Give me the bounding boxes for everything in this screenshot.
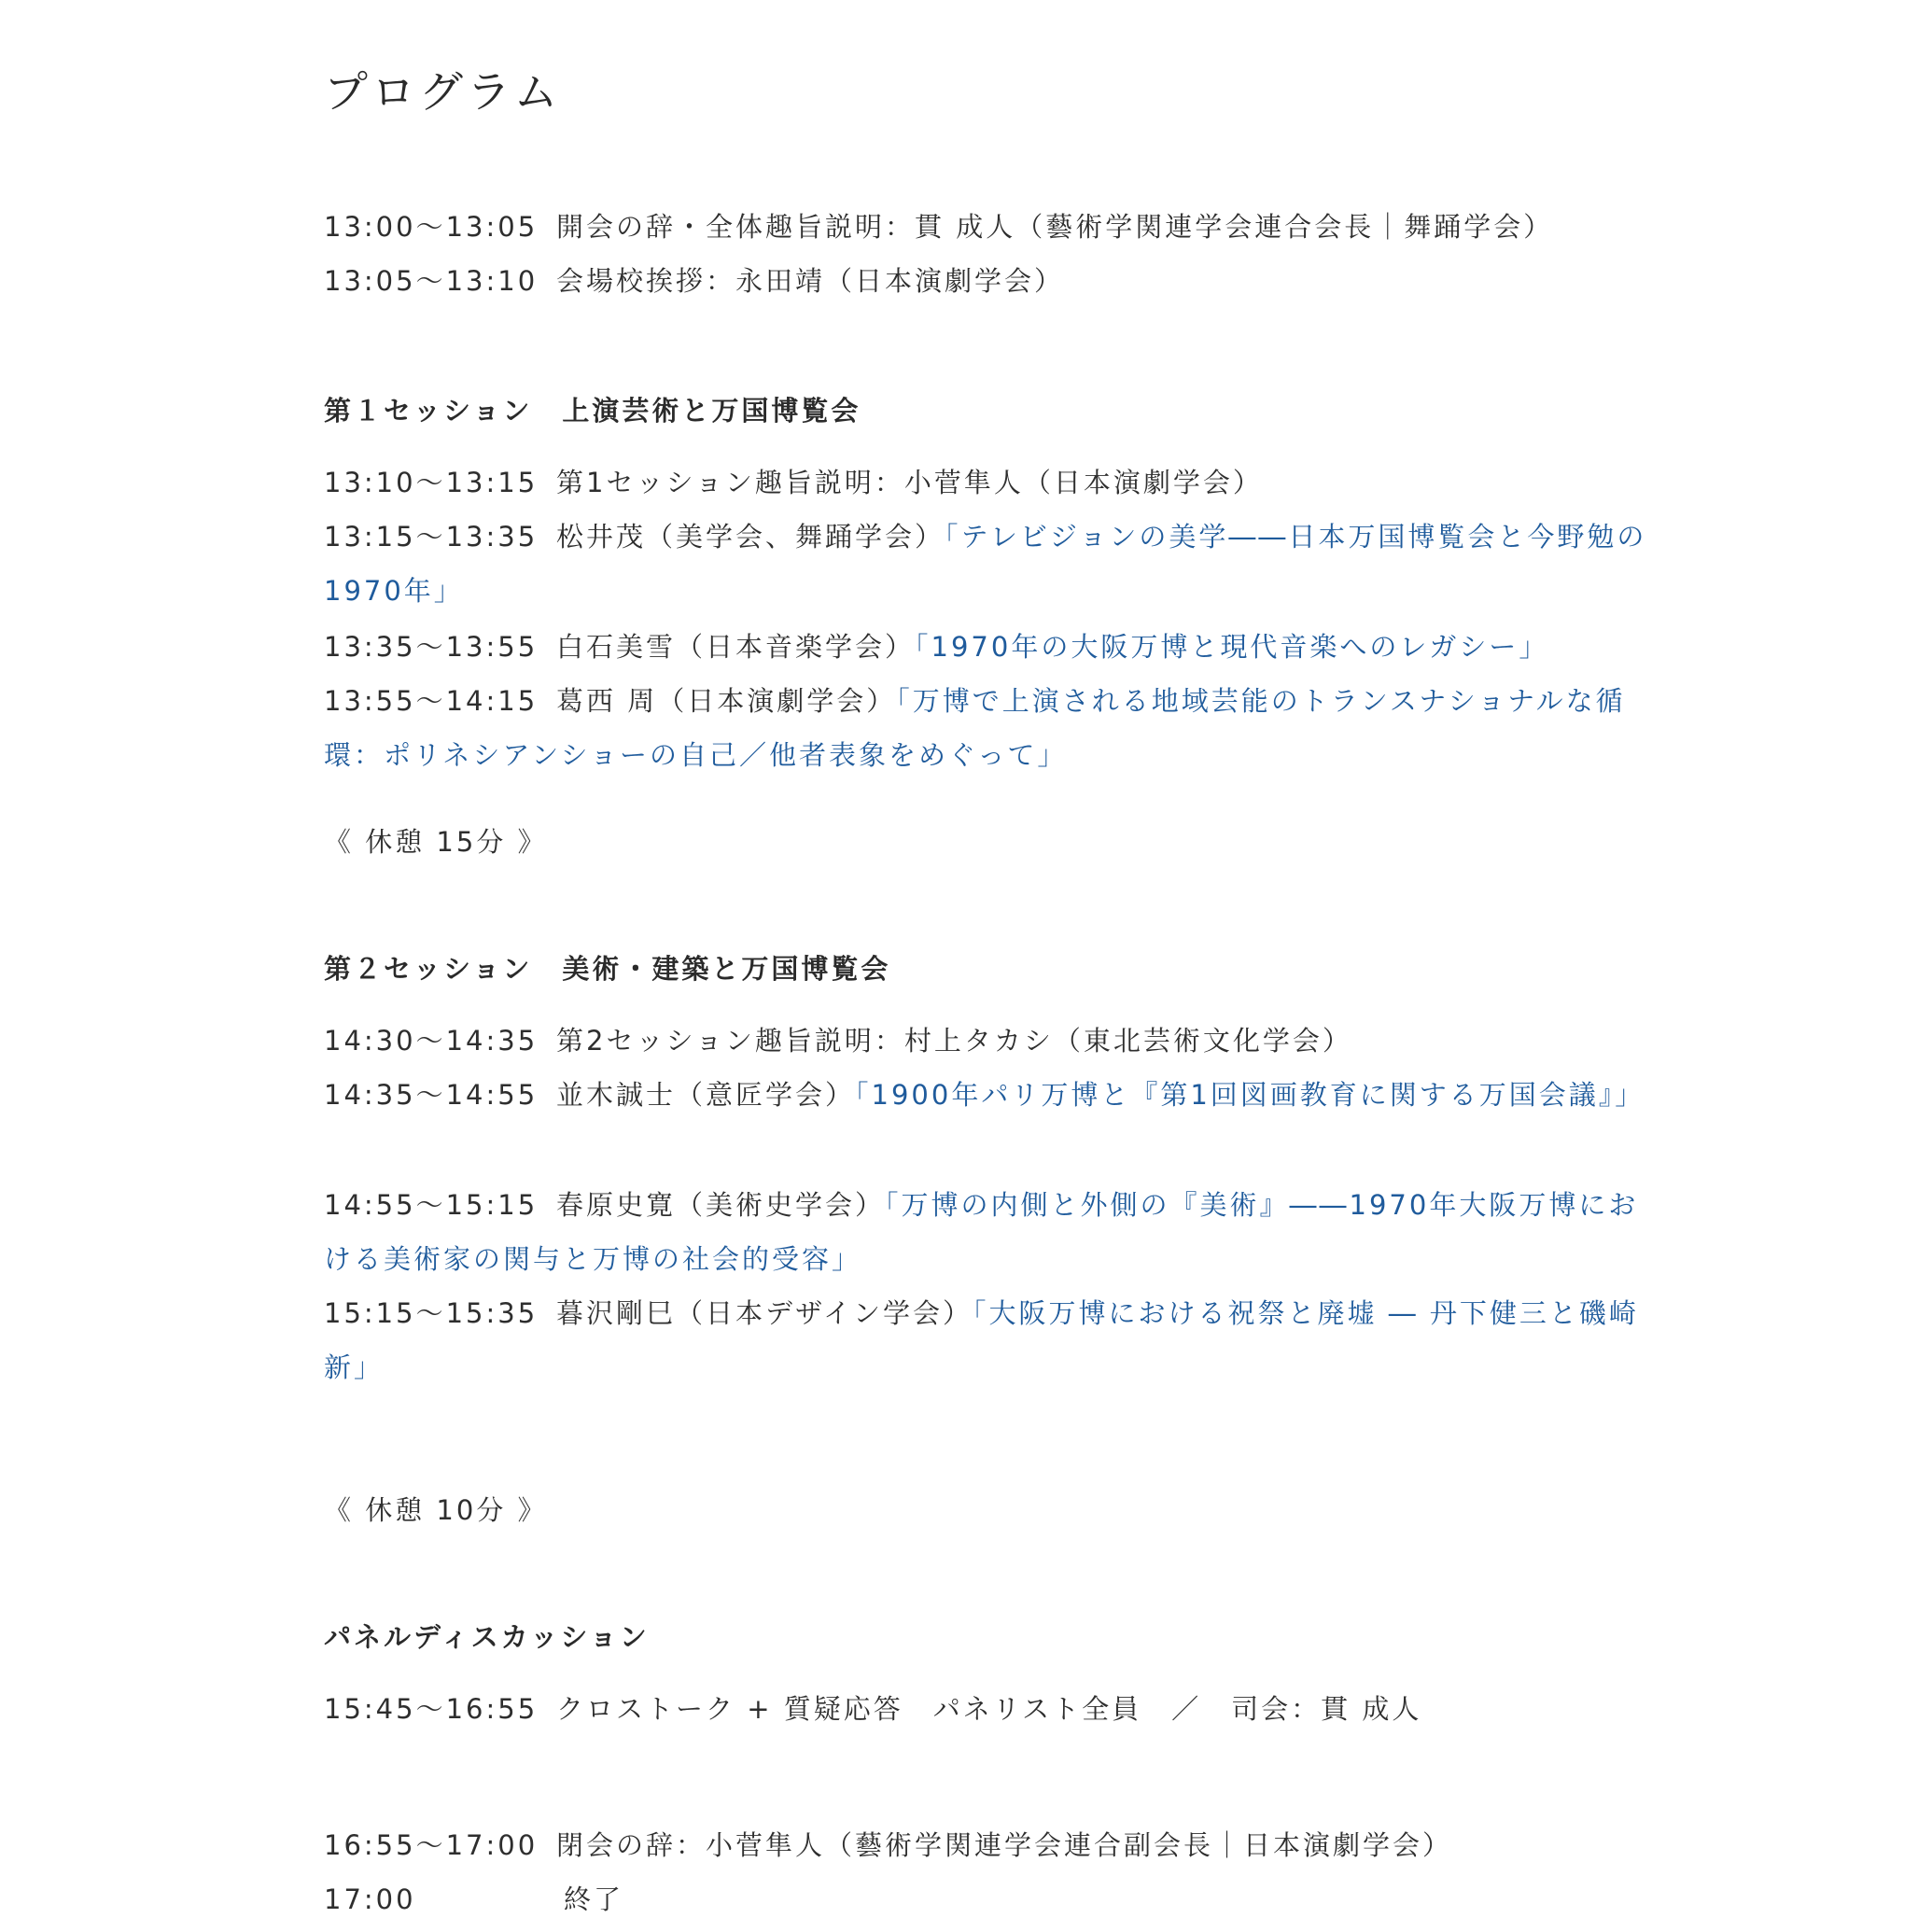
session1-heading: 第１セッション 上演芸術と万国博覧会 [324, 395, 861, 427]
time-label: 17:00 [324, 1883, 416, 1915]
talk-title-link[interactable]: 「1970年の大阪万博と現代音楽へのレガシー」 [915, 631, 1549, 663]
talk-title-link[interactable]: 「大阪万博における祝祭と廃墟 ― 丹下健三と磯崎新」 [324, 1297, 1639, 1383]
speaker-name: 白石美雪（日本音楽学会） [556, 631, 916, 663]
panel-line [324, 1682, 1649, 1736]
time-label: 13:00～13:05 [324, 211, 539, 243]
entry-text: 会場校挨拶：永田靖（日本演劇学会） [556, 265, 1065, 297]
speaker-name: 春原史寛（美術史学会） [556, 1189, 886, 1221]
session1-talk-2 [324, 620, 1649, 674]
entry-text: クロストーク + 質疑応答 パネリスト全員 ／ 司会：貫 成人 [556, 1693, 1422, 1725]
time-label: 13:15～13:35 [324, 521, 539, 553]
session2-intro [324, 1014, 1649, 1068]
session2-talk-1 [324, 1068, 1649, 1122]
session2-heading: 第２セッション 美術・建築と万国博覧会 [324, 953, 891, 985]
session1-talk-3 [324, 674, 1649, 782]
break-15min: 《 休憩 15分 》 [324, 826, 548, 858]
time-label: 15:15～15:35 [324, 1297, 539, 1329]
entry-text: 第2セッション趣旨説明：村上タカシ（東北芸術文化学会） [556, 1025, 1352, 1057]
session1-talk-1 [324, 510, 1649, 618]
session2-talk-2 [324, 1178, 1649, 1286]
schedule-line-opening [324, 200, 1649, 254]
speaker-name: 暮沢剛巳（日本デザイン学会） [556, 1297, 973, 1329]
entry-text: 終了 [564, 1883, 624, 1915]
speaker-name: 葛西 周（日本演劇学会） [556, 685, 897, 717]
time-label: 16:55～17:00 [324, 1829, 539, 1861]
panel-heading: パネルディスカッション [324, 1621, 650, 1653]
speaker-name: 松井茂（美学会、舞踊学会） [556, 521, 945, 553]
time-label: 13:35～13:55 [324, 631, 539, 663]
time-label: 15:45～16:55 [324, 1693, 539, 1725]
break-10min: 《 休憩 10分 》 [324, 1494, 548, 1526]
page-title: プログラム [324, 67, 562, 119]
time-label: 13:10～13:15 [324, 467, 539, 498]
entry-text: 開会の辞・全体趣旨説明：貫 成人（藝術学関連学会連合会長｜舞踊学会） [556, 211, 1554, 243]
entry-text: 閉会の辞：小菅隼人（藝術学関連学会連合副会長｜日本演劇学会） [556, 1829, 1453, 1861]
session1-intro [324, 455, 1649, 510]
schedule-line-end [324, 1872, 1649, 1926]
talk-title-link[interactable]: 「1900年パリ万博と『第1回図画教育に関する万国会議』」 [855, 1079, 1645, 1111]
entry-text: 第1セッション趣旨説明：小菅隼人（日本演劇学会） [556, 467, 1263, 498]
speaker-name: 並木誠士（意匠学会） [556, 1079, 856, 1111]
schedule-line-closing [324, 1818, 1649, 1872]
session2-talk-3 [324, 1286, 1649, 1394]
time-label: 14:55～15:15 [324, 1189, 539, 1221]
schedule-line-welcome [324, 254, 1649, 308]
time-label: 14:30～14:35 [324, 1025, 539, 1057]
time-label: 13:55～14:15 [324, 685, 539, 717]
talk-title-link[interactable]: 「テレビジョンの美学――日本万国博覧会と今野勉の1970年」 [324, 521, 1647, 607]
time-label: 14:35～14:55 [324, 1079, 539, 1111]
talk-title-link[interactable]: 「万博の内側と外側の『美術』――1970年大阪万博における美術家の関与と万博の社会的受容」 [324, 1189, 1639, 1275]
time-label: 13:05～13:10 [324, 265, 539, 297]
talk-title-link[interactable]: 「万博で上演される地域芸能のトランスナショナルな循環：ポリネシアンショーの自己／他者表象をめぐって」 [324, 685, 1626, 771]
